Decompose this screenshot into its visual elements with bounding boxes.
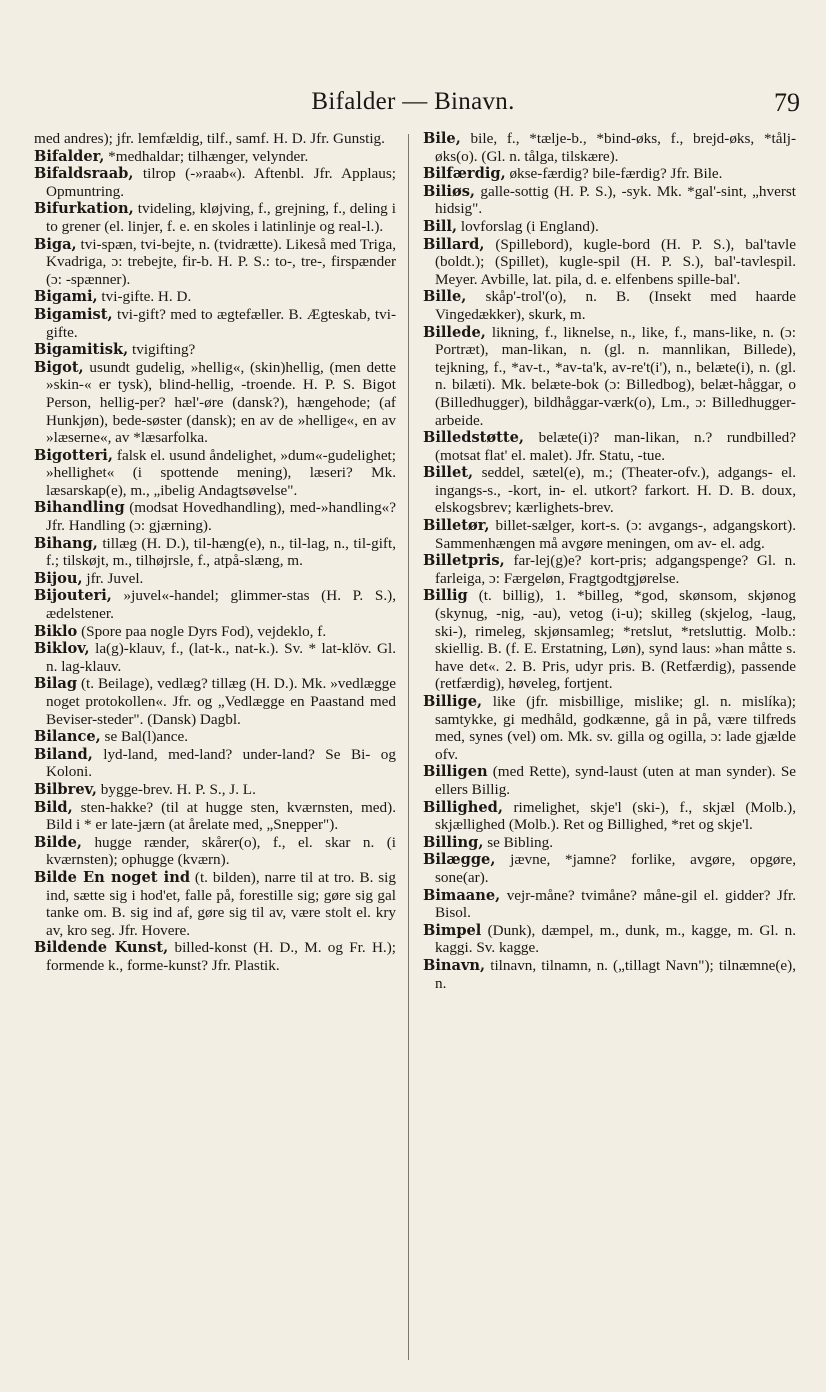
dictionary-entry — [34, 499, 396, 534]
entry-headword: Bigotteri, — [34, 446, 113, 464]
entry-definition: vejr-måne? tvimåne? måne-gil el. gidder? Jfr. Bisol. — [435, 886, 796, 922]
entry-headword: Bilfærdig, — [423, 165, 506, 183]
entry-definition: med andres); jfr. lemfældig, tilf., samf. H. D. Jfr. Gunstig. — [34, 130, 385, 147]
entry-definition: lyd-land, med-land? under-land? Se Bi- og Koloni. — [46, 745, 396, 781]
dictionary-entry — [423, 799, 796, 834]
entry-definition: like (jfr. misbillige, mislike; gl. n. mislíka); samtykke, gi medhåld, godkænne, gå in på, være tilfreds med, synes (vel) om. Mk. sv. gilla og ogilla, ɔ: lade gjælde ofv. — [435, 693, 796, 763]
right-column — [423, 130, 796, 1370]
dictionary-entry — [34, 728, 396, 746]
dictionary-entry — [423, 693, 796, 763]
entry-definition: usundt gudelig, »hellig«, (skin)hellig, (men dette »skin-« er tysk), blind-hellig, -troende. H. P. S. Bigot Person, hellig-per? hæl'-øre (dansk?), hængehode; (af Hunkjøn), bede-søster (dansk); en av de »hellige«, en av »læserne«, av *læsarfolka. — [46, 358, 396, 447]
dictionary-entry — [34, 675, 396, 728]
entry-headword: Bigamist, — [34, 305, 113, 323]
entry-headword: Billige, — [423, 693, 483, 710]
entry-headword: Billing, — [423, 833, 484, 851]
entry-headword: Bimaane, — [423, 886, 501, 904]
entry-headword: Biklo — [34, 622, 78, 640]
dictionary-entry — [34, 623, 396, 641]
dictionary-entry — [423, 218, 796, 236]
entry-definition: billet-sælger, kort-s. (ɔ: avgangs-, adgangskort). Sammenhængen må avgøre meningen, om av- el. adg. — [435, 517, 796, 552]
entry-definition: la(g)-klauv, f., (lat-k., nat-k.). Sv. * lat-klöv. Gl. n. lag-klauv. — [46, 640, 396, 675]
dictionary-entry — [423, 464, 796, 517]
dictionary-entry — [423, 957, 796, 992]
dictionary-entry — [423, 324, 796, 430]
entry-definition: likning, f., liknelse, n., like, f., mans-like, n. (ɔ: Portræt), man-likan, n. (gl. n. mannlikan, Billede), tejkning, f., *av-t., *av-ta'k, av-re't(i'), n., belæte(i), n. (gl. n. bilæti). Mk. belæte-bok (ɔ: Billedbog), belæt-håggar, o (Billedhugger), bildhåggar-værk(o), Lm., ɔ: Billedhugger-arbeide. — [435, 323, 796, 429]
dictionary-entry — [423, 429, 796, 464]
dictionary-entry — [34, 130, 396, 148]
entry-definition: falsk el. usund åndelighet, »dum«-gudelighet; »hellighet« (i spottende mening), læseri? Mk. læsarskap(e), m., „ibelig Andagtsøvelse". — [46, 446, 396, 499]
dictionary-entry — [34, 746, 396, 781]
dictionary-entry — [34, 148, 396, 166]
entry-definition: (med Rette), synd-laust (uten at man synder). Se ellers Billig. — [435, 763, 796, 798]
entry-headword: Bigami, — [34, 288, 98, 306]
dictionary-columns — [34, 130, 796, 1370]
dictionary-entry — [34, 447, 396, 500]
entry-definition: galle-sottig (H. P. S.), -syk. Mk. *gal'-sint, „hverst hidsig". — [435, 182, 796, 218]
entry-headword: Billetpris, — [423, 552, 505, 570]
entry-definition: billed-konst (H. D., M. og Fr. H.); formende k., forme-kunst? Jfr. Plastik. — [46, 939, 396, 974]
left-column — [34, 130, 396, 1370]
dictionary-entry — [34, 288, 396, 306]
dictionary-entry — [34, 236, 396, 289]
dictionary-entry — [34, 306, 396, 341]
entry-headword: Bifurkation, — [34, 200, 134, 218]
column-divider — [408, 134, 409, 1360]
entry-definition: hugge rænder, skårer(o), f., el. skar n. (i kværnsten); ophugge (kværn). — [46, 833, 396, 869]
entry-definition: (modsat Hovedhandling), med-»handling«? Jfr. Handling (ɔ: gjærning). — [46, 499, 396, 535]
page-number: 79 — [774, 88, 800, 117]
entry-definition: tvideling, kløjving, f., grejning, f., deling i to grener (el. linjer, f. e. en skoles i latinlinje og real-l.). — [46, 200, 396, 235]
dictionary-entry — [34, 341, 396, 359]
entry-headword: Bilance, — [34, 728, 101, 746]
dictionary-entry — [423, 763, 796, 798]
entry-definition: tilrop (-»raab«). Aftenbl. Jfr. Applaus; Opmuntring. — [46, 165, 396, 200]
entry-definition: skåp'-trol'(o), n. B. (Insekt med haarde Vingedækker), skurk, m. — [435, 288, 796, 323]
dictionary-entry — [34, 869, 396, 939]
entry-definition: sten-hakke? (til at hugge sten, kværnsten, med). Bild i * er late-jærn (at årelate med, „Snepper"). — [46, 798, 396, 834]
entry-headword: Biga, — [34, 235, 77, 253]
dictionary-entry — [34, 535, 396, 570]
entry-headword: Bigot, — [34, 358, 84, 376]
entry-definition: (t. bilden), narre til at tro. B. sig ind, sætte sig i hod'et, falle på, forestille sig; gøre sig gal tanke om. B. sig ind af, gøre sig til av, være stolt el. kry av, kro seg. Jfr. Hovere. — [46, 868, 396, 939]
entry-definition: tvigifting? — [132, 341, 196, 359]
dictionary-entry — [34, 165, 396, 200]
dictionary-entry — [423, 130, 796, 165]
entry-headword: Bilde, — [34, 833, 82, 851]
entry-definition: jævne, *jamne? forlike, avgøre, opgøre, sone(ar). — [435, 851, 796, 886]
dictionary-entry — [34, 200, 396, 235]
dictionary-entry — [34, 359, 396, 447]
entry-definition: se Bal(l)ance. — [104, 728, 189, 746]
dictionary-entry — [423, 183, 796, 218]
dictionary-entry — [34, 781, 396, 799]
dictionary-entry — [423, 165, 796, 183]
page-header — [0, 88, 826, 124]
entry-headword: Biliøs, — [423, 182, 475, 200]
running-head: Bifalder — Binavn. — [311, 88, 515, 115]
dictionary-entry — [423, 236, 796, 289]
dictionary-entry — [423, 587, 796, 693]
entry-definition: jfr. Juvel. — [86, 569, 144, 587]
entry-definition: *medhaldar; tilhænger, velynder. — [108, 147, 309, 165]
entry-headword: Bile, — [423, 130, 461, 147]
entry-definition: (Spore paa nogle Dyrs Fod), vejdeklo, f. — [81, 622, 327, 640]
entry-definition: (Spillebord), kugle-bord (H. P. S.), bal'tavle (boldt.); (Spillet), kugle-spil (H. P. S.), bal'-tavlespil. Meyer. Avbille, lat. pila, d. e. elfenbens spille-bal'. — [435, 235, 796, 288]
entry-definition: seddel, sætel(e), m.; (Theater-ofv.), adgangs- el. ingangs-s., -kort, in- el. utkort? farkort. H. D. B. doux, elskogsbrev; kærlighets-brev. — [435, 464, 796, 517]
entry-headword: Billigen — [423, 763, 488, 781]
entry-headword: Biland, — [34, 745, 93, 763]
entry-definition: (Dunk), dæmpel, m., dunk, m., kagge, m. Gl. n. kaggi. Sv. kagge. — [435, 921, 796, 957]
entry-headword: Bimpel — [423, 921, 482, 939]
entry-headword: Bilægge, — [423, 851, 496, 869]
entry-headword: Bigamitisk, — [34, 341, 129, 359]
entry-headword: Billet, — [423, 464, 474, 482]
entry-definition: »juvel«-handel; glimmer-stas (H. P. S.), ædelstener. — [46, 587, 396, 623]
dictionary-entry — [34, 570, 396, 588]
entry-definition: rimelighet, skje'l (ski-), f., skjæl (Molb.), skjællighed (Molb.). Ret og Billighed, *ret og skje'l. — [435, 798, 796, 834]
entry-definition: lovforslag (i England). — [460, 217, 599, 235]
entry-headword: Billede, — [423, 323, 486, 341]
dictionary-entry — [423, 887, 796, 922]
entry-headword: Biklov, — [34, 640, 90, 658]
dictionary-entry — [423, 517, 796, 552]
entry-headword: Bihandling — [34, 499, 125, 517]
dictionary-entry — [34, 939, 396, 974]
entry-headword: Bilbrev, — [34, 780, 97, 798]
entry-definition: tvi-gifte. H. D. — [101, 288, 192, 306]
entry-headword: Bijouteri, — [34, 587, 112, 605]
dictionary-entry — [423, 851, 796, 886]
entry-definition: tillæg (H. D.), til-hæng(e), n., til-lag, n., til-gift, f.; tilskøjt, m., tilhøjrsle, f., atpå-slæng, m. — [46, 534, 396, 570]
entry-definition: far-lej(g)e? kort-pris; adgangspenge? Gl. n. farleiga, ɔ: Færgeløn, Fragtgodtgjørelse. — [435, 552, 796, 587]
entry-headword: Bilde En noget ind — [34, 868, 191, 886]
entry-headword: Billedstøtte, — [423, 429, 524, 447]
entry-headword: Bijou, — [34, 569, 83, 587]
entry-headword: Billighed, — [423, 798, 503, 816]
entry-definition: økse-færdig? bile-færdig? Jfr. Bile. — [509, 165, 723, 183]
entry-headword: Billig — [423, 587, 468, 605]
entry-definition: tvi-spæn, tvi-bejte, n. (tvidrætte). Likeså med Triga, Kvadriga, ɔ: trebejte, fir-b. H. P. S.: to-, tre-, firspænder (ɔ: -spænner). — [46, 235, 396, 288]
dictionary-entry — [423, 834, 796, 852]
entry-headword: Bihang, — [34, 534, 98, 552]
dictionary-entry — [34, 799, 396, 834]
dictionary-entry — [423, 922, 796, 957]
dictionary-entry — [34, 834, 396, 869]
entry-headword: Bildende Kunst, — [34, 939, 169, 957]
entry-definition: bygge-brev. H. P. S., J. L. — [100, 780, 256, 798]
entry-definition: (t. billig), 1. *billeg, *god, skønsom, skjønog (skynug, -nig, -au), vetog (i-u); skilleg (skjelog, -laug, ski-), rimeleg, skjønsamleg; *retslut, *retsluttig. Molb.: skiellig. B. (f. E. Erstatning, Løn), synd laus: »han måtte s. have det«. 2. B. Pris, udyr pris. B. (Retfærdig), passende (retfærdig), høveleg, fortjent. — [435, 587, 796, 693]
dictionary-entry — [34, 587, 396, 622]
entry-definition: bile, f., *tælje-b., *bind-øks, f., brejd-øks, *tålj-øks(o). (Gl. n. tålga, tilskære). — [435, 130, 796, 165]
entry-headword: Billard, — [423, 235, 485, 253]
entry-headword: Bilag — [34, 675, 78, 693]
entry-headword: Bifaldsraab, — [34, 165, 134, 183]
entry-definition: se Bibling. — [487, 833, 554, 851]
entry-definition: (t. Beilage), vedlæg? tillæg (H. D.). Mk. »vedlægge noget protokollen«. Jfr. og „Vedlægge en Paastand med Beviser-steder". (Dansk) Dagbl. — [46, 675, 396, 728]
entry-headword: Bille, — [423, 288, 467, 306]
dictionary-entry — [423, 288, 796, 323]
entry-headword: Bifalder, — [34, 147, 105, 165]
entry-headword: Bild, — [34, 798, 73, 816]
entry-definition: tvi-gift? med to ægtefæller. B. Ægteskab, tvi-gifte. — [46, 305, 396, 341]
entry-definition: tilnavn, tilnamn, n. („tillagt Navn"); tilnæmne(e), n. — [435, 956, 796, 992]
entry-headword: Bill, — [423, 217, 458, 235]
entry-definition: belæte(i)? man-likan, n.? rundbilled? (motsat flat' el. malet). Jfr. Statu, -tue. — [435, 429, 796, 464]
dictionary-entry — [34, 640, 396, 675]
entry-headword: Binavn, — [423, 956, 486, 974]
dictionary-entry — [423, 552, 796, 587]
entry-headword: Billetør, — [423, 517, 490, 535]
